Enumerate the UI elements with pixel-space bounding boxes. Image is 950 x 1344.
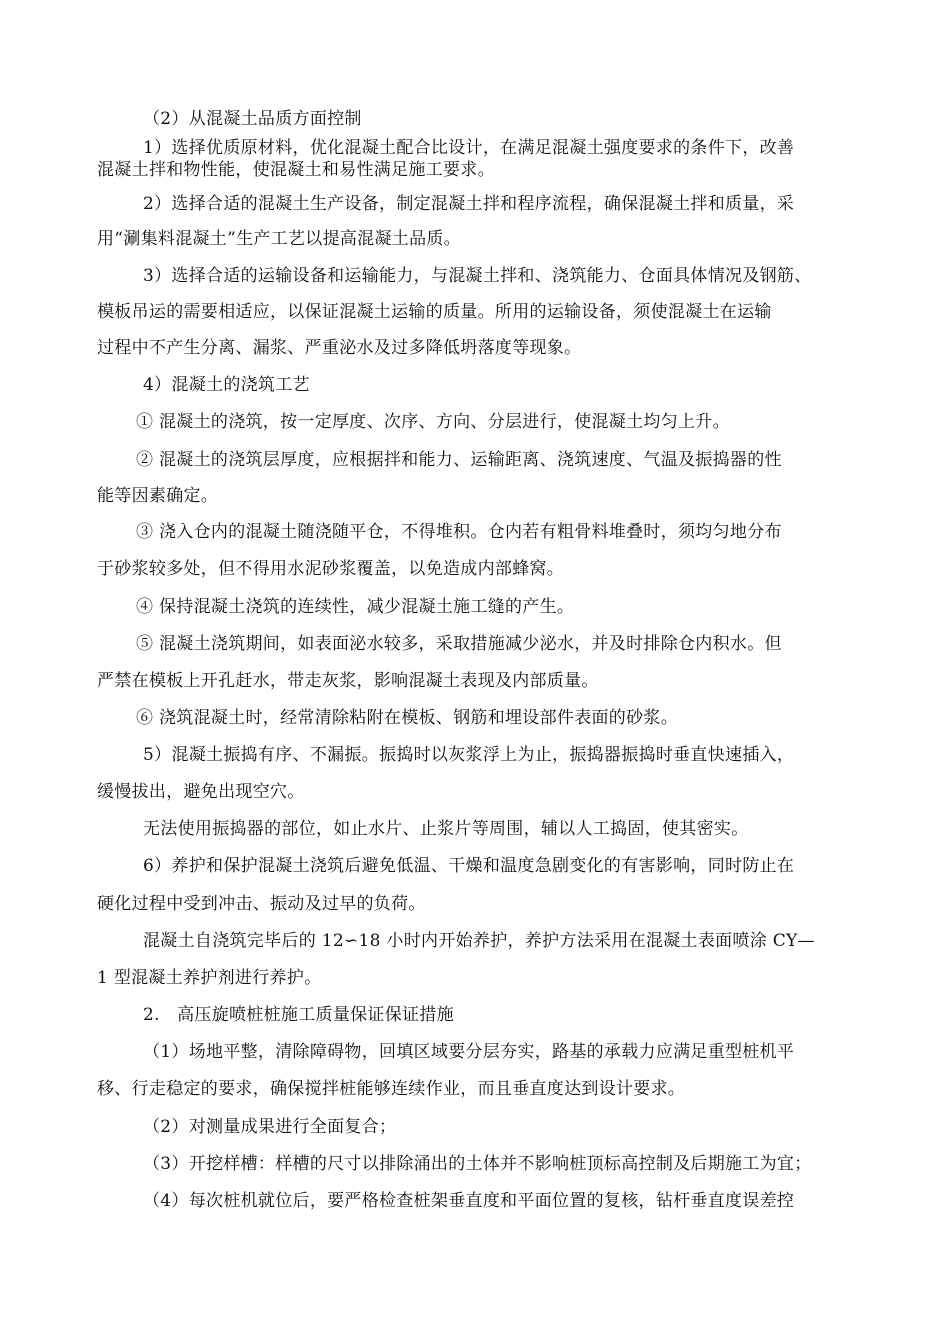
paragraph-line: 2）选择合适的混凝土生产设备，制定混凝土拌和程序流程，确保混凝土拌和质量，采	[143, 194, 795, 214]
paragraph-line: 过程中不产生分离、漏浆、严重泌水及过多降低坍落度等现象。	[97, 338, 582, 358]
paragraph-line: 能等因素确定。	[97, 486, 219, 506]
paragraph-line: 3）选择合适的运输设备和运输能力，与混凝土拌和、浇筑能力、仓面具体情况及钢筋、	[143, 266, 812, 286]
paragraph-line: ⑥ 浇筑混凝土时，经常清除粘附在模板、钢筋和埋设部件表面的砂浆。	[136, 708, 679, 728]
paragraph-line: 移、行走稳定的要求，确保搅拌桩能够连续作业，而且垂直度达到设计要求。	[97, 1079, 686, 1099]
paragraph-line: 用“涮集料混凝土”生产工艺以提高混凝土品质。	[97, 229, 461, 249]
paragraph-line: （2）对测量成果进行全面复合；	[143, 1117, 397, 1137]
paragraph-line: 5）混凝土振捣有序、不漏振。振捣时以灰浆浮上为止，振捣器振捣时垂直快速插入，	[143, 745, 795, 765]
paragraph-line: ④ 保持混凝土浇筑的连续性，减少混凝土施工缝的产生。	[136, 597, 575, 617]
paragraph-line: 缓慢拔出，避免出现空穴。	[97, 782, 305, 802]
paragraph-line: ③ 浇入仓内的混凝土随浇随平仓，不得堆积。仓内若有粗骨料堆叠时，须均匀地分布	[136, 522, 782, 542]
paragraph-line: 6）养护和保护混凝土浇筑后避免低温、干燥和温度急剧变化的有害影响，同时防止在	[143, 856, 795, 876]
section-heading: （2）从混凝土品质方面控制	[143, 109, 362, 129]
paragraph-line: 硬化过程中受到冲击、振动及过早的负荷。	[97, 894, 426, 914]
section-heading: 4）混凝土的浇筑工艺	[143, 375, 310, 395]
paragraph-line: 混凝土拌和物性能，使混凝土和易性满足施工要求。	[97, 160, 495, 180]
paragraph-line: ① 混凝土的浇筑，按一定厚度、次序、方向、分层进行，使混凝土均匀上升。	[136, 412, 730, 432]
section-heading: 2. 高压旋喷桩桩施工质量保证保证措施	[143, 1005, 454, 1025]
paragraph-line: 混凝土自浇筑完毕后的 12∽18 小时内开始养护，养护方法采用在混凝土表面喷涂 CY—	[143, 931, 815, 951]
paragraph-line: 1）选择优质原材料，优化混凝土配合比设计，在满足混凝土强度要求的条件下，改善	[143, 138, 795, 158]
paragraph-line: （1）场地平整，清除障碍物，回填区域要分层夯实，路基的承载力应满足重型桩机平	[143, 1042, 795, 1062]
paragraph-line: （4）每次桩机就位后，要严格检查桩架垂直度和平面位置的复核，钻杆垂直度误差控	[143, 1191, 795, 1211]
paragraph-line: ② 混凝土的浇筑层厚度，应根据拌和能力、运输距离、浇筑速度、气温及振捣器的性	[136, 450, 782, 470]
paragraph-line: 于砂浆较多处，但不得用水泥砂浆覆盖，以免造成内部蜂窝。	[97, 559, 565, 579]
paragraph-line: ⑤ 混凝土浇筑期间，如表面泌水较多，采取措施减少泌水，并及时排除仓内积水。但	[136, 634, 782, 654]
paragraph-line: 无法使用振捣器的部位，如止水片、止浆片等周围，辅以人工捣固，使其密实。	[143, 819, 749, 839]
paragraph-line: 模板吊运的需要相适应，以保证混凝土运输的质量。所用的运输设备，须使混凝土在运输	[97, 302, 772, 322]
paragraph-line: 1 型混凝土养护剂进行养护。	[97, 968, 322, 988]
paragraph-line: （3）开挖样槽：样槽的尺寸以排除涌出的土体并不影响桩顶标高控制及后期施工为宜；	[143, 1154, 812, 1174]
paragraph-line: 严禁在模板上开孔赶水，带走灰浆，影响混凝土表现及内部质量。	[97, 671, 599, 691]
